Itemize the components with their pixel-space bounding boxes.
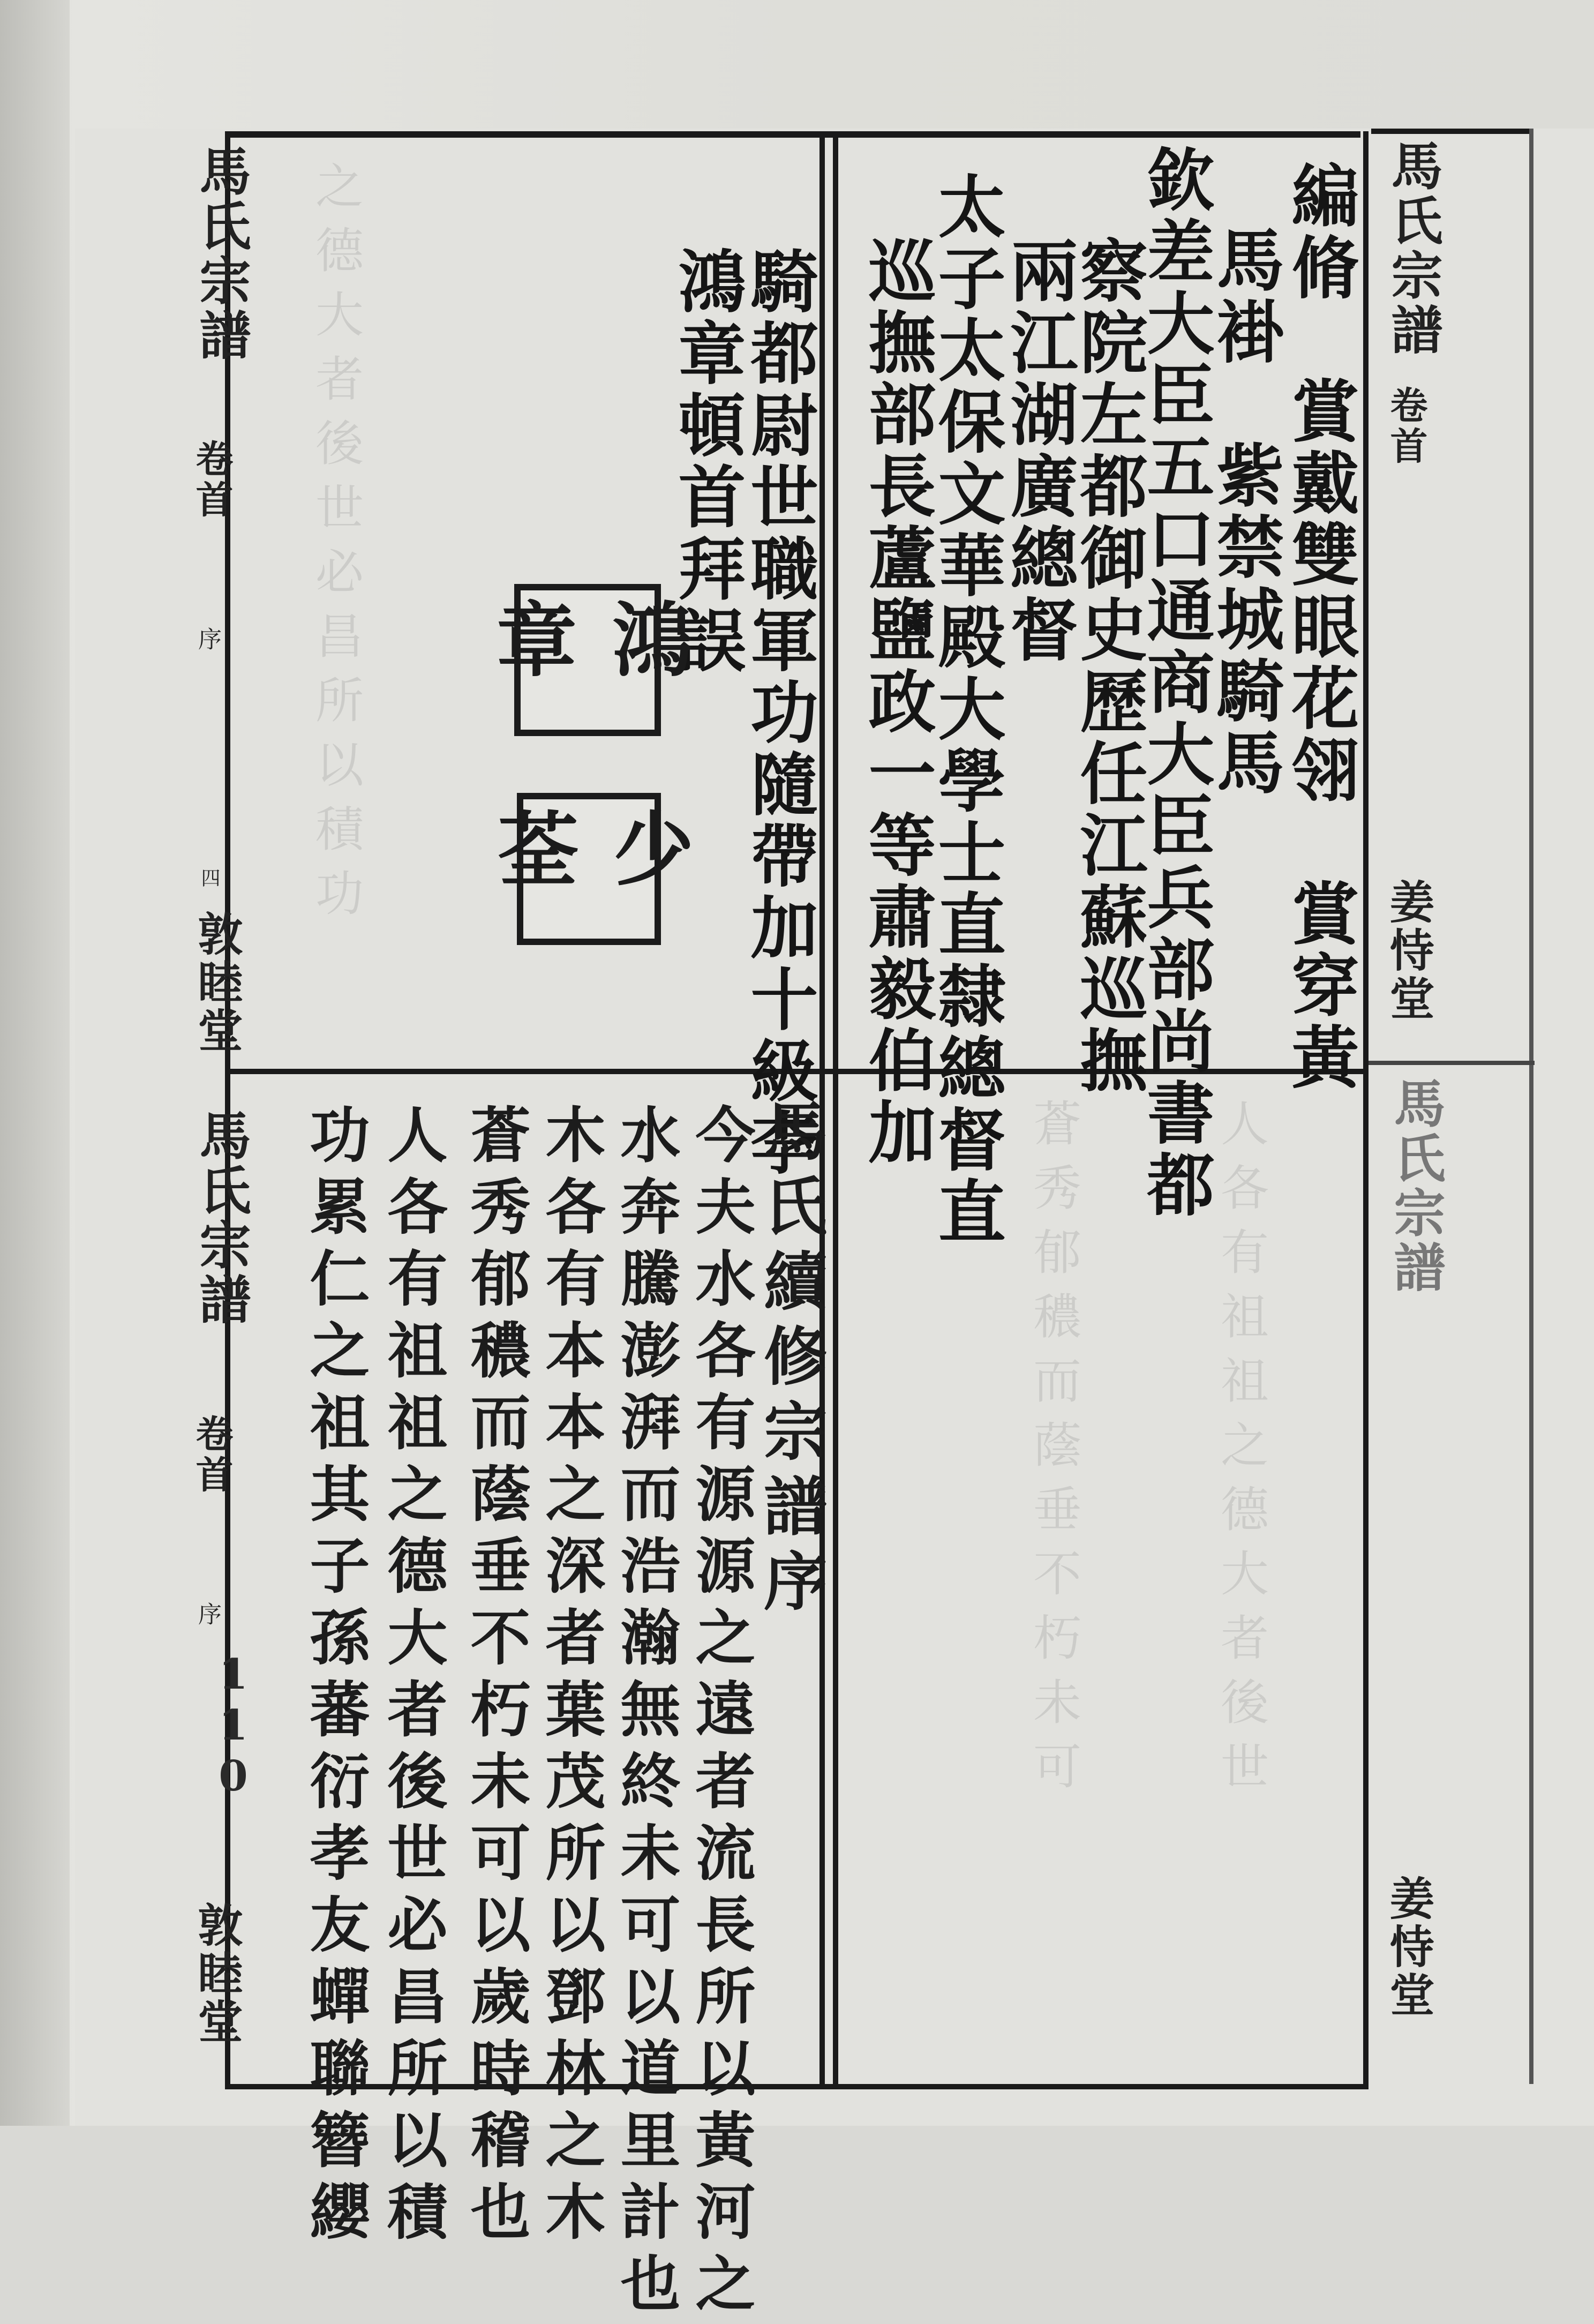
right-border [1363, 131, 1369, 2089]
title-column-7: 巡撫部長蘆鹽政一等肅毅伯加 [858, 236, 937, 1169]
preface-line-1: 今夫水各有源源之遠者流長所以黃河之 [686, 1104, 756, 2324]
title-column-3: 欽差大臣五口通商大臣兵部尚書都 [1136, 145, 1215, 1221]
preface-line-5: 人各有祖祖之德大者後世必昌所以積 [378, 1104, 448, 2252]
preface-line-3: 木各有本本之深者葉茂所以鄧林之木 [536, 1104, 606, 2252]
right-margin-hall-upper: 姜恃堂 [1382, 879, 1435, 1023]
left-margin-sub-upper: 卷首 [190, 439, 234, 521]
title-column-8: 騎都尉世職軍功隨帶加十級李 [740, 246, 819, 1180]
top-border [225, 131, 1360, 138]
left-margin-label-upper: 序 [194, 627, 221, 654]
seal-text: 鴻章 [483, 598, 693, 673]
left-margin-title-upper: 馬氏宗譜 [191, 145, 252, 363]
right-page-border [1529, 129, 1533, 2084]
left-margin-label-lower: 序 [194, 1602, 221, 1629]
archive-number: 110 [209, 1650, 258, 1803]
signature-column: 鴻章頓首拜誤 [667, 246, 747, 677]
right-margin-title-lower: 馬氏宗譜 [1386, 1077, 1446, 1295]
right-margin-hall-lower: 姜恃堂 [1382, 1875, 1435, 2020]
top-border-right [1371, 129, 1532, 134]
title-column-1: 編脩 賞戴雙眼花翎 賞穿黃 [1281, 161, 1360, 1094]
preface-line-6: 功累仁之祖其子孫蕃衍孝友蟬聯簪纓 [300, 1104, 370, 2252]
left-margin-num-upper: 四 [198, 868, 220, 890]
bleed-through-texture: 人各有祖祖之德大者後世 [1212, 1098, 1268, 1805]
right-margin-sub-upper: 卷首 [1384, 386, 1428, 467]
book-spine-edge [0, 0, 70, 2126]
title-column-6: 太子太保文華殿大學士直隸總督直 [927, 171, 1006, 1248]
title-column-5: 兩江湖廣總督 [999, 236, 1079, 666]
left-margin-hall-upper: 敦睦堂 [191, 911, 244, 1055]
surname-seal [483, 584, 693, 736]
right-page-mid-border [1369, 1061, 1535, 1065]
title-column-4: 察院左都御史歷任江蘇巡撫 [1069, 236, 1148, 1097]
bleed-through-texture: 蒼秀郁穠而蔭垂不朽未可 [1025, 1098, 1081, 1805]
preface-line-2: 水奔騰澎湃而浩瀚無終未可以道里計也 [611, 1104, 681, 2324]
left-margin-hall-lower: 敦睦堂 [191, 1902, 244, 2046]
title-column-2: 馬褂 紫禁城騎馬 [1206, 225, 1285, 799]
left-margin-title-lower: 馬氏宗譜 [191, 1109, 252, 1328]
seal-text: 少荃 [484, 807, 694, 882]
center-fold-rule [833, 131, 838, 2089]
preface-title: 馬氏續修宗譜序 [753, 1098, 828, 1623]
right-margin-title-upper: 馬氏宗譜 [1383, 139, 1443, 358]
preface-line-4: 蒼秀郁穠而蔭垂不朽未可以歲時稽也 [461, 1104, 531, 2252]
bleed-through-texture: 之德大者後世必昌所以積功 [307, 161, 363, 932]
given-name-seal [484, 793, 694, 945]
left-margin-sub-lower: 卷首 [190, 1414, 234, 1496]
